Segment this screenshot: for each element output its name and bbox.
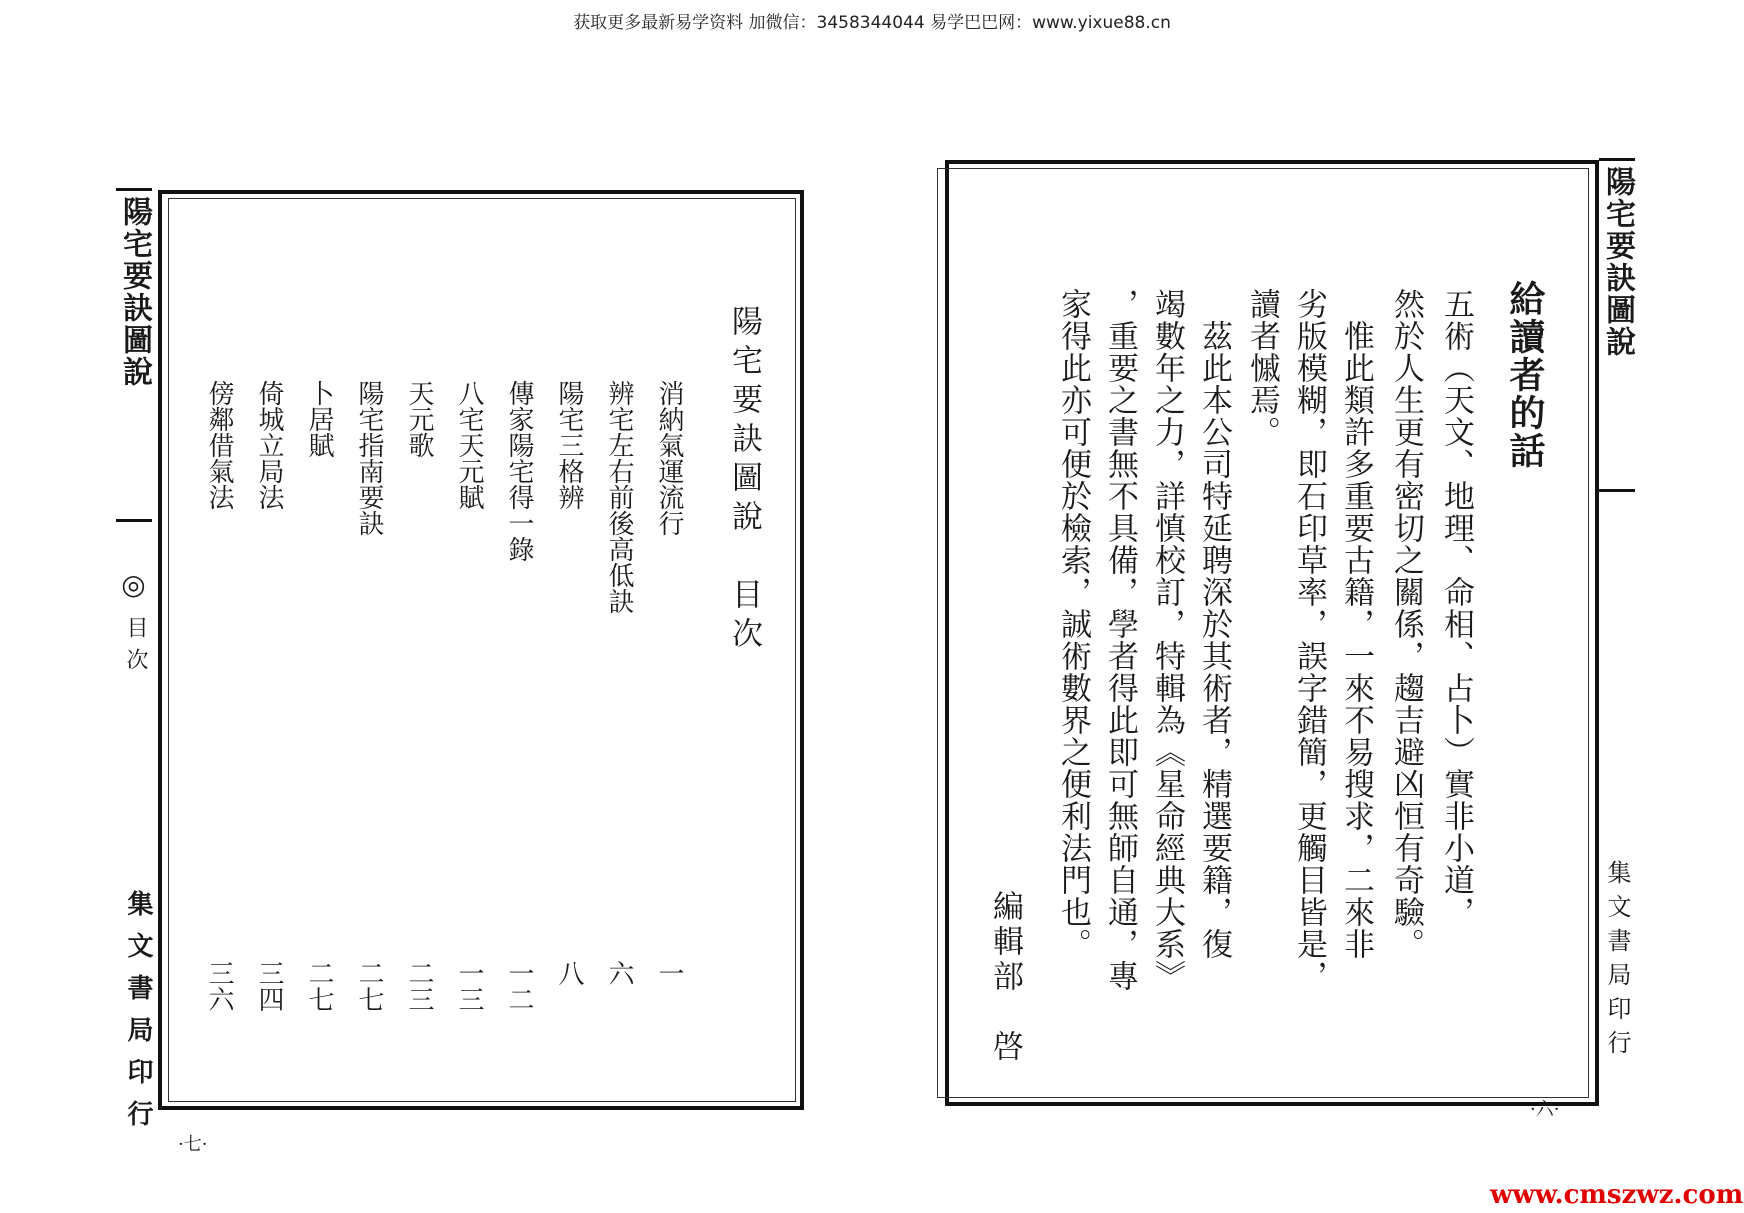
notice-column: 茲此本公司特延聘深於其術者，精選要籍，復 xyxy=(1196,288,1232,960)
toc-entry-title: 傳家陽宅得一錄 xyxy=(504,380,534,562)
section-label: 目次 xyxy=(123,616,148,680)
notice-column: 家得此亦可便於檢索，誠術數界之便利法門也。 xyxy=(1055,288,1091,960)
toc-entry-page: 二七 xyxy=(304,960,334,1012)
toc-entry-title: 倚城立局法 xyxy=(254,380,284,510)
toc-entry-page: 一 xyxy=(654,960,684,986)
right-publisher: 集文書局印行 xyxy=(1603,860,1631,1064)
circle-symbol: ◎ xyxy=(117,568,150,601)
toc-entry-title: 傍鄰借氣法 xyxy=(204,380,234,510)
toc-entry-page: 二三 xyxy=(404,960,434,1012)
toc-entry-title: 消納氣運流行 xyxy=(654,380,684,536)
toc-entry-title: 卜居賦 xyxy=(304,380,334,458)
notice-column: 劣版模糊，即石印草率，誤字錯簡，更觸目皆是， xyxy=(1291,288,1327,992)
notice-column: ，重要之書無不具備，學者得此即可無師自通，專 xyxy=(1102,288,1138,992)
toc-entry-page: 二七 xyxy=(354,960,384,1012)
toc-entry-title: 辨宅左右前後高低訣 xyxy=(604,380,634,614)
left-page-number: ·七· xyxy=(178,1134,208,1155)
toc-entry-page: 一二 xyxy=(504,960,534,1012)
toc-entry-page: 三四 xyxy=(254,960,284,1012)
toc-entry-title: 天元歌 xyxy=(404,380,434,458)
toc-entry-page: 三六 xyxy=(204,960,234,1012)
toc-entry-page: 八 xyxy=(554,960,584,986)
toc-title: 陽宅要訣圖說 目次 xyxy=(726,305,762,656)
toc-entry-title: 陽宅指南要訣 xyxy=(354,380,384,536)
notice-column: 惟此類許多重要古籍，一來不易搜求，二來非 xyxy=(1338,288,1374,960)
notice-column: 然於人生更有密切之關係，趨吉避凶恒有奇驗。 xyxy=(1388,288,1424,960)
notice-column: 五術（天文、地理、命相、占卜）實非小道， xyxy=(1438,288,1474,928)
right-page-number: ·六· xyxy=(1530,1099,1560,1120)
notice-column: 讀者慽焉。 xyxy=(1244,288,1280,448)
watermark: www.cmszwz.com xyxy=(1490,1180,1744,1210)
left-publisher: 集文書局印行 xyxy=(123,890,153,1142)
notice-column: 竭數年之力，詳慎校訂，特輯為《星命經典大系》 xyxy=(1149,288,1185,992)
signature: 編輯部 啓 xyxy=(987,890,1023,1065)
toc-entry-page: 一三 xyxy=(454,960,484,1012)
right-spine-title: 陽宅要訣圖說 xyxy=(1595,166,1639,486)
toc-entry-title: 八宅天元賦 xyxy=(454,380,484,510)
notice-title: 給讀者的話 xyxy=(1504,280,1546,470)
toc-entry-page: 六 xyxy=(604,960,634,986)
toc-entry-title: 陽宅三格辨 xyxy=(554,380,584,510)
top-banner: 获取更多最新易学资料 加微信：3458344044 易学巴巴网：www.yixue88.cn xyxy=(573,13,1171,33)
left-spine-title: 陽宅要訣圖說 xyxy=(112,196,156,516)
